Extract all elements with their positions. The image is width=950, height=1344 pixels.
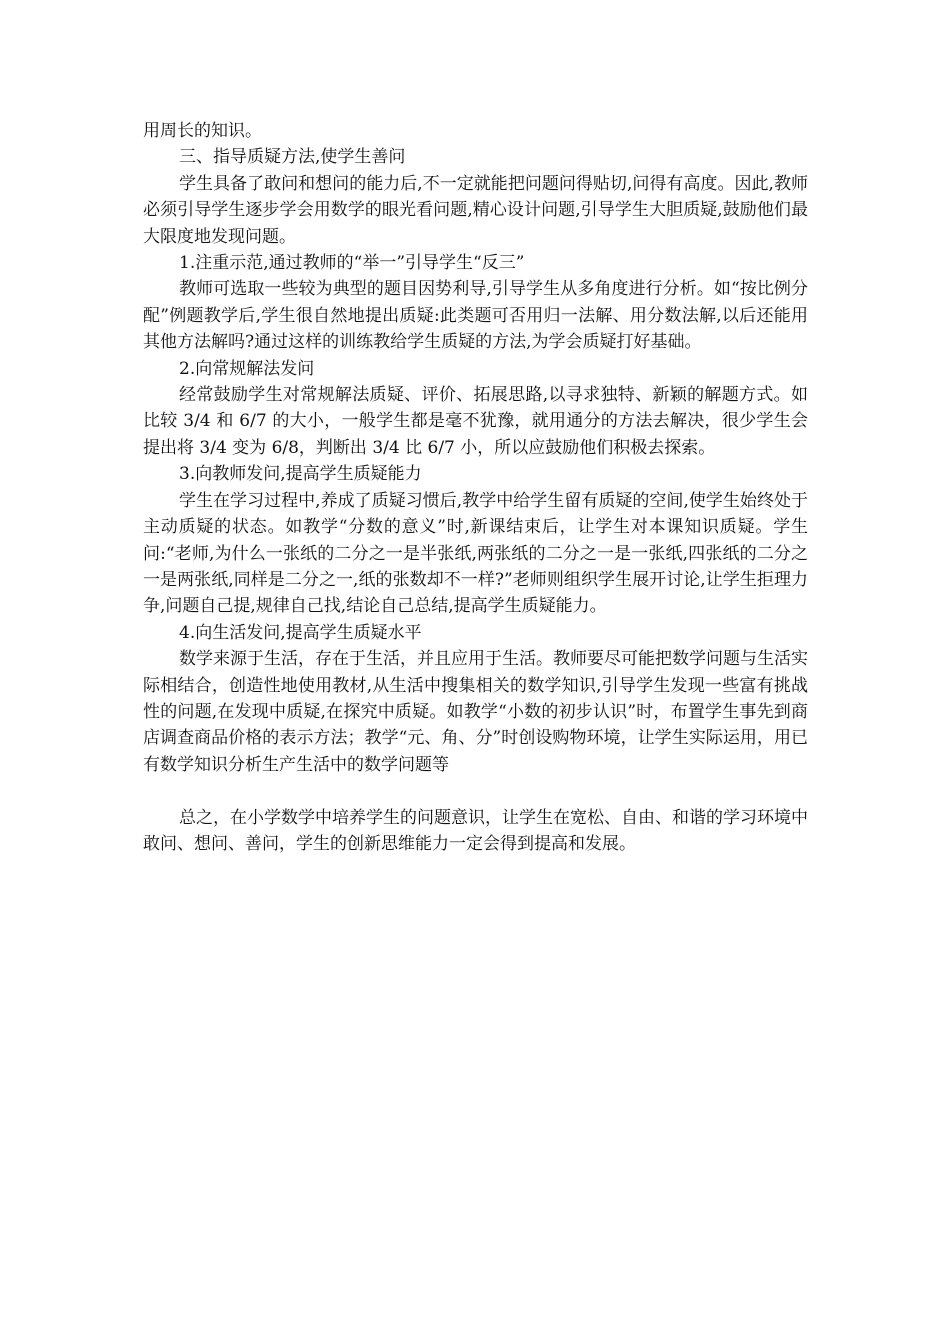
subheading-2: 2.向常规解法发问: [179, 358, 315, 379]
blank-line: [143, 778, 808, 804]
paragraph-continuation: 用周长的知识。: [143, 121, 262, 141]
body-paragraph: 学生在学习过程中,养成了质疑习惯后,教学中给学生留有质疑的空间,使学生始终处于主动质疑的状态。如教学“分数的意义”时,新课结束后，让学生对本课知识质疑。学生问:“老师,为什么一张纸的二分之一是半张纸,两张纸的二分之一是一张纸,四张纸的二分之一是两张纸,同样是二分之一,纸的张数却不一样?”老师则组织学生展开讨论,让学生拒理力争,问题自己提,规律自己找,结论自己总结,提高学生质疑能力。: [143, 490, 808, 617]
body-paragraph: 经常鼓励学生对常规解法质疑、评价、拓展思路,以寻求独特、新颖的解题方式。如比较 3/4 和 6/7 的大小，一般学生都是毫不犹豫，就用通分的方法去解决，很少学生会提出将 3/4 变为 6/8，判断出 3/4 比 6/7 小，所以应鼓励他们积极去探索。: [143, 385, 808, 458]
subheading-1: 1.注重示范,通过教师的“举一”引导学生“反三”: [179, 253, 525, 274]
section-heading-3: 三、指导质疑方法,使学生善问: [179, 147, 406, 168]
subheading-3: 3.向教师发问,提高学生质疑能力: [179, 464, 422, 485]
document-body: [143, 118, 808, 857]
body-paragraph: 学生具备了敢问和想问的能力后,不一定就能把问题问得贴切,问得有高度。因此,教师必须引导学生逐步学会用数学的眼光看问题,精心设计问题,引导学生大胆质疑,鼓励他们最大限度地发现问题。: [143, 173, 808, 247]
subheading-4: 4.向生活发问,提高学生质疑水平: [179, 622, 422, 643]
conclusion-paragraph: 总之，在小学数学中培养学生的问题意识，让学生在宽松、自由、和谐的学习环境中敢问、想问、善问，学生的创新思维能力一定会得到提高和发展。: [143, 807, 808, 854]
body-paragraph: 教师可选取一些较为典型的题目因势利导,引导学生从多角度进行分析。如“按比例分配”例题教学后,学生很自然地提出质疑:此类题可否用归一法解、用分数法解,以后还能用其他方法解吗?通过这样的训练教给学生质疑的方法,为学会质疑打好基础。: [143, 279, 808, 353]
body-paragraph: 数学来源于生活，存在于生活，并且应用于生活。教师要尽可能把数学问题与生活实际相结合，创造性地使用教材,从生活中搜集相关的数学知识,引导学生发现一些富有挑战性的问题,在发现中质疑,在探究中质疑。如教学“小数的初步认识”时，布置学生事先到商店调查商品价格的表示方法；教学“元、角、分”时创设购物环境，让学生实际运用，用已有数学知识分析生产生活中的数学问题等: [143, 649, 808, 775]
